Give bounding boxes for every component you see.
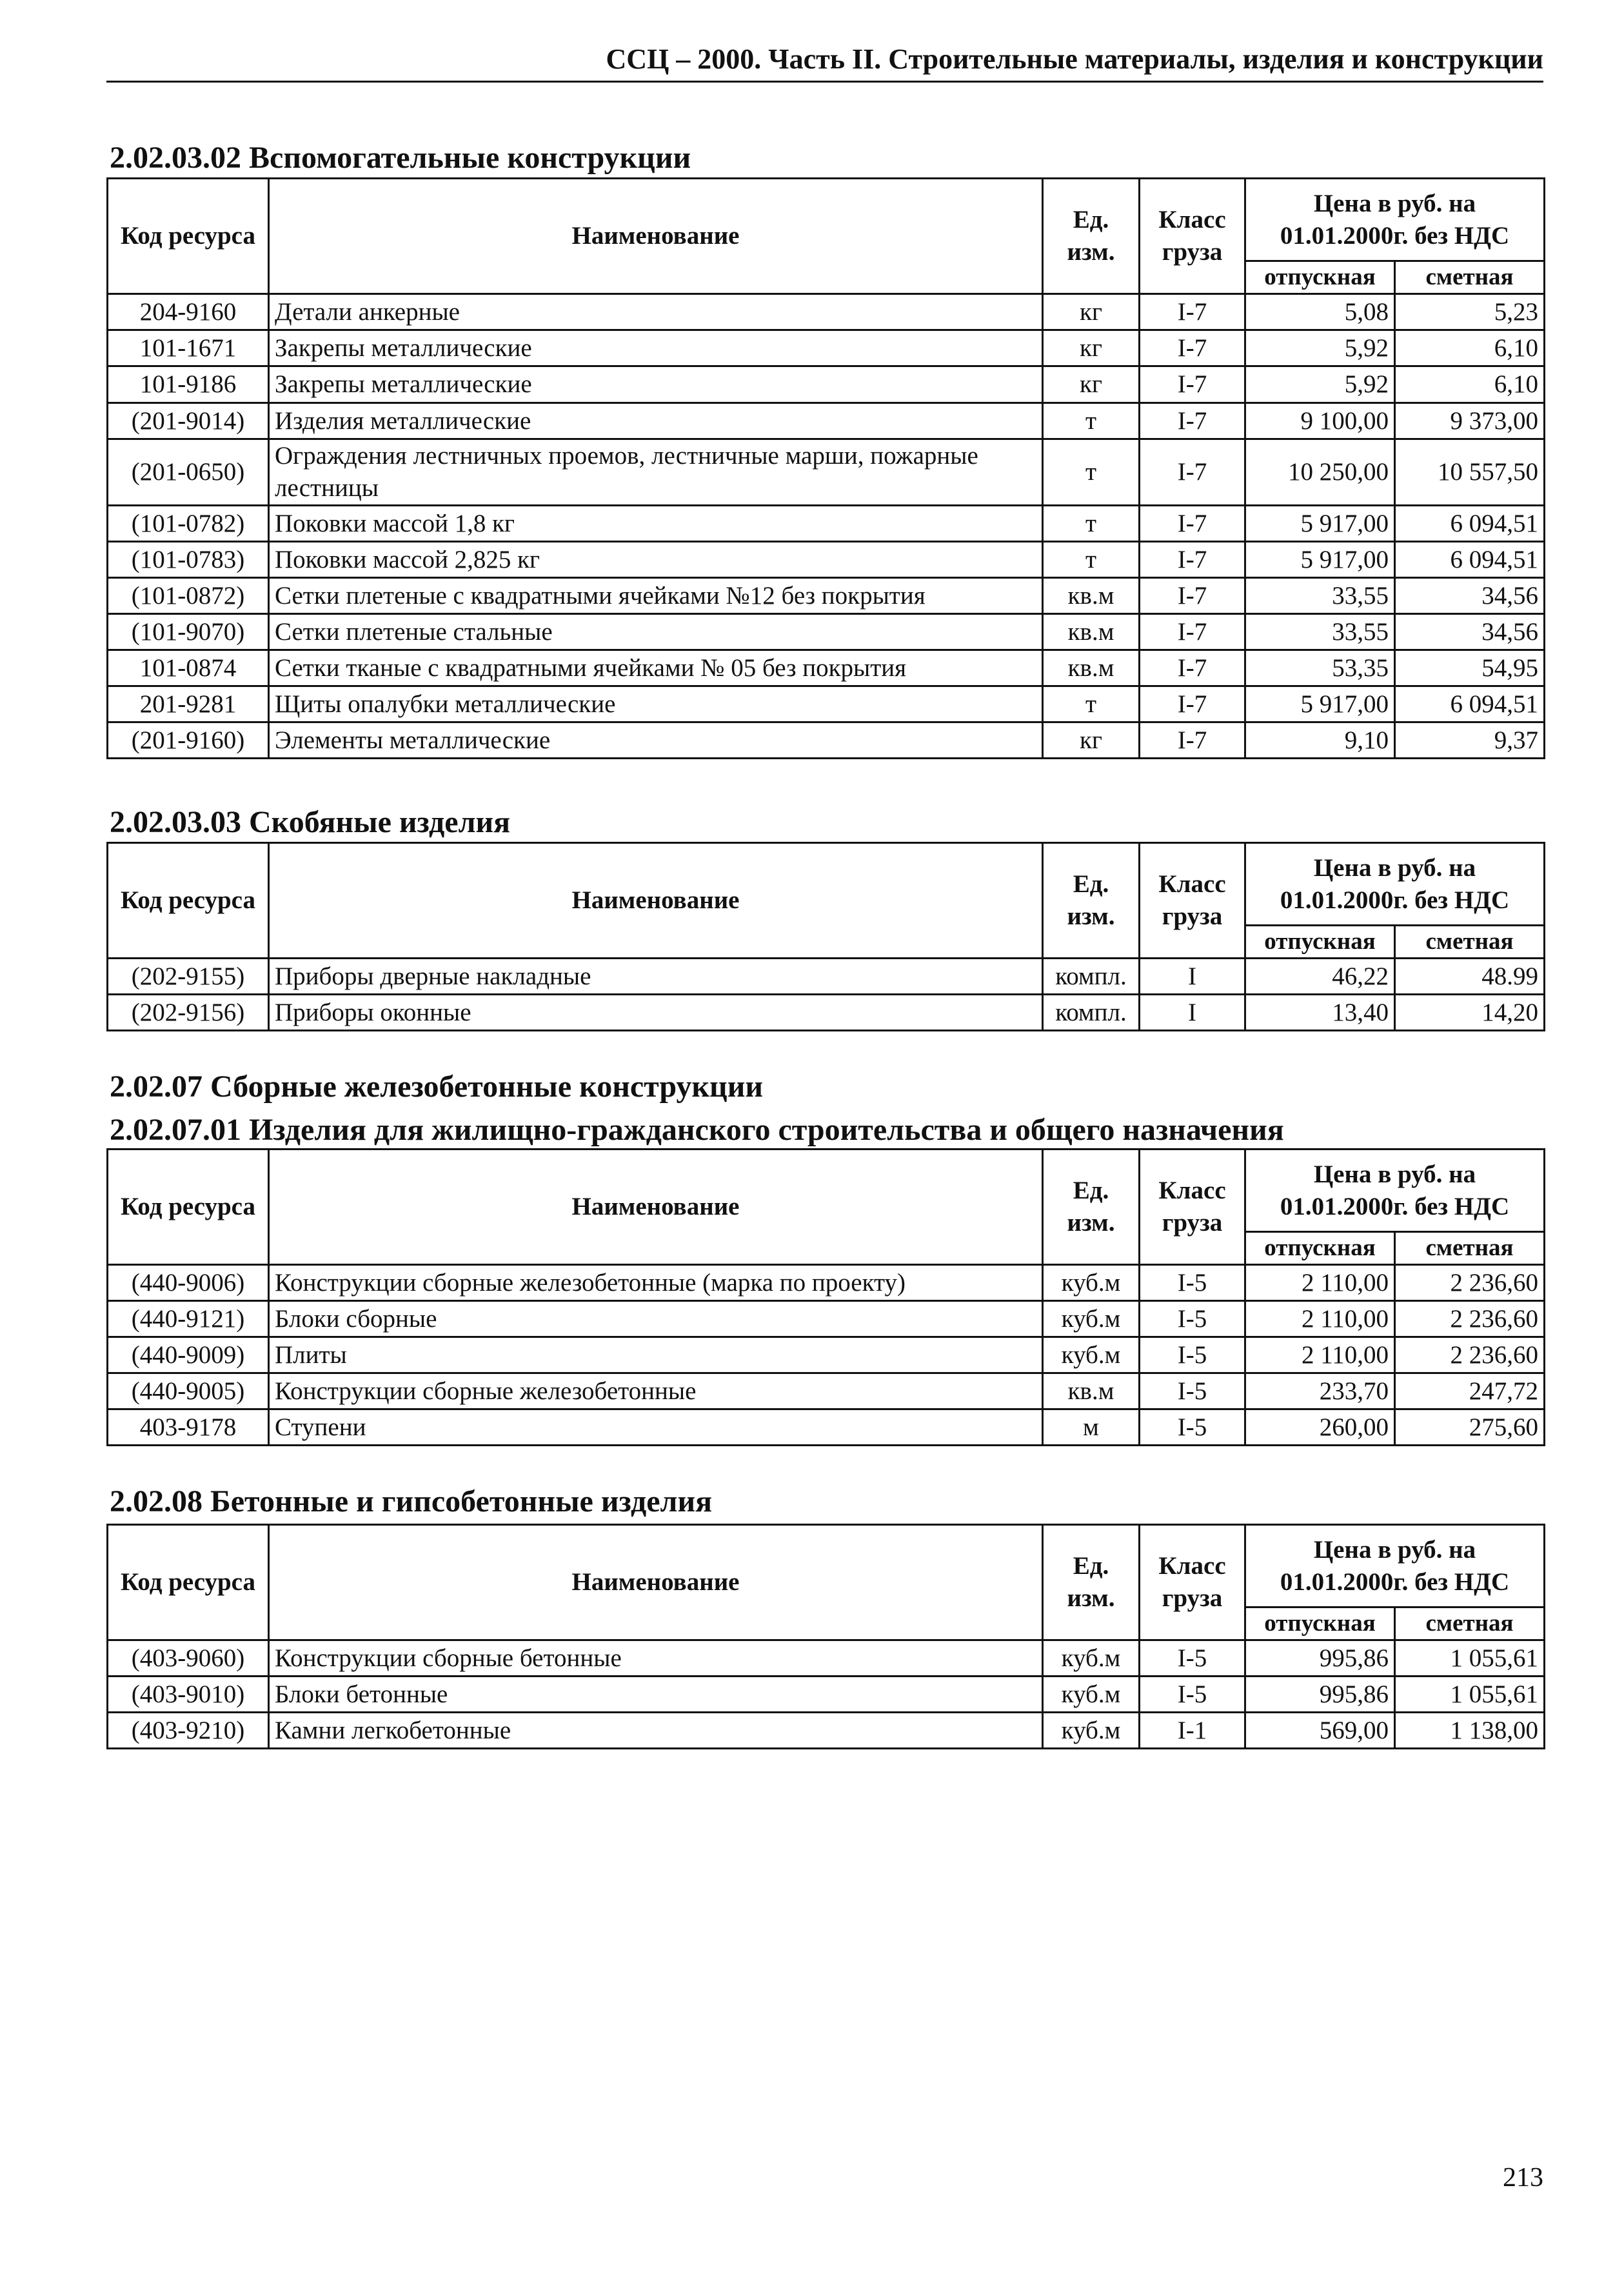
header-code: Код ресурса <box>108 179 269 294</box>
estimate-price: 247,72 <box>1395 1373 1545 1409</box>
resource-code: (101-0782) <box>108 506 269 542</box>
header-code: Код ресурса <box>108 1149 269 1265</box>
unit-of-measure: кв.м <box>1043 614 1140 650</box>
table-row <box>108 403 1545 439</box>
resource-code: (202-9155) <box>108 959 269 995</box>
resource-code: 403-9178 <box>108 1409 269 1446</box>
cargo-class: I-7 <box>1140 650 1245 686</box>
resource-name: Поковки массой 1,8 кг <box>269 506 1043 542</box>
unit-of-measure: компл. <box>1043 995 1140 1031</box>
estimate-price: 6 094,51 <box>1395 506 1545 542</box>
estimate-price: 14,20 <box>1395 995 1545 1031</box>
release-price: 5,08 <box>1245 294 1395 330</box>
table-row <box>108 1409 1545 1446</box>
resource-code: 101-0874 <box>108 650 269 686</box>
resource-name: Поковки массой 2,825 кг <box>269 542 1043 578</box>
resource-name: Щиты опалубки металлические <box>269 686 1043 722</box>
cargo-class: I-7 <box>1140 578 1245 614</box>
release-price: 46,22 <box>1245 959 1395 995</box>
unit-of-measure: куб.м <box>1043 1640 1140 1677</box>
resource-code: (202-9156) <box>108 995 269 1031</box>
page-number: 213 <box>1503 2163 1543 2193</box>
table-row <box>108 959 1545 995</box>
estimate-price: 5,23 <box>1395 294 1545 330</box>
unit-of-measure: куб.м <box>1043 1301 1140 1337</box>
price-table <box>106 1524 1545 1749</box>
resource-name: Конструкции сборные железобетонные (марка по проекту) <box>269 1265 1043 1301</box>
price-table <box>106 1148 1545 1446</box>
release-price: 5 917,00 <box>1245 686 1395 722</box>
resource-code: (201-9160) <box>108 722 269 759</box>
cargo-class: I-1 <box>1140 1713 1245 1749</box>
unit-of-measure: кг <box>1043 294 1140 330</box>
unit-of-measure: т <box>1043 506 1140 542</box>
header-unit: Ед. изм. <box>1043 843 1140 959</box>
release-price: 2 110,00 <box>1245 1265 1395 1301</box>
cargo-class: I-5 <box>1140 1409 1245 1446</box>
resource-code: (101-0783) <box>108 542 269 578</box>
header-unit: Ед. изм. <box>1043 1525 1140 1640</box>
resource-code: (101-9070) <box>108 614 269 650</box>
estimate-price: 275,60 <box>1395 1409 1545 1446</box>
resource-name: Конструкции сборные бетонные <box>269 1640 1043 1677</box>
release-price: 569,00 <box>1245 1713 1395 1749</box>
cargo-class: I <box>1140 959 1245 995</box>
release-price: 33,55 <box>1245 578 1395 614</box>
header-class: Класс груза <box>1140 843 1245 959</box>
resource-name: Блоки бетонные <box>269 1677 1043 1713</box>
estimate-price: 2 236,60 <box>1395 1337 1545 1373</box>
section-title: 2.02.03.03 Скобяные изделия <box>110 805 511 839</box>
cargo-class: I-7 <box>1140 614 1245 650</box>
resource-code: 101-1671 <box>108 330 269 366</box>
header-price: Цена в руб. на 01.01.2000г. без НДС <box>1245 843 1545 926</box>
estimate-price: 54,95 <box>1395 650 1545 686</box>
release-price: 5 917,00 <box>1245 506 1395 542</box>
resource-name: Сетки плетеные с квадратными ячейками №12 без покрытия <box>269 578 1043 614</box>
header-price: Цена в руб. на 01.01.2000г. без НДС <box>1245 1149 1545 1232</box>
release-price: 233,70 <box>1245 1373 1395 1409</box>
resource-name: Камни легкобетонные <box>269 1713 1043 1749</box>
table-row <box>108 439 1545 506</box>
table-row <box>108 542 1545 578</box>
resource-code: (440-9121) <box>108 1301 269 1337</box>
resource-name: Конструкции сборные железобетонные <box>269 1373 1043 1409</box>
cargo-class: I-7 <box>1140 330 1245 366</box>
cargo-class: I-7 <box>1140 366 1245 403</box>
resource-code: (440-9005) <box>108 1373 269 1409</box>
resource-code: (440-9006) <box>108 1265 269 1301</box>
unit-of-measure: кг <box>1043 330 1140 366</box>
unit-of-measure: т <box>1043 439 1140 506</box>
header-name: Наименование <box>269 843 1043 959</box>
header-estimate-price: сметная <box>1395 1607 1545 1640</box>
header-price: Цена в руб. на 01.01.2000г. без НДС <box>1245 1525 1545 1607</box>
estimate-price: 1 055,61 <box>1395 1640 1545 1677</box>
table-row <box>108 1713 1545 1749</box>
header-name: Наименование <box>269 1525 1043 1640</box>
table-header-row <box>108 1525 1545 1607</box>
header-rule <box>106 81 1543 83</box>
unit-of-measure: т <box>1043 686 1140 722</box>
estimate-price: 2 236,60 <box>1395 1301 1545 1337</box>
resource-name: Детали анкерные <box>269 294 1043 330</box>
header-unit: Ед. изм. <box>1043 1149 1140 1265</box>
estimate-price: 9,37 <box>1395 722 1545 759</box>
estimate-price: 6,10 <box>1395 330 1545 366</box>
cargo-class: I-7 <box>1140 439 1245 506</box>
section-title: 2.02.08 Бетонные и гипсобетонные изделия <box>110 1484 713 1518</box>
header-class: Класс груза <box>1140 179 1245 294</box>
estimate-price: 48.99 <box>1395 959 1545 995</box>
cargo-class: I-7 <box>1140 294 1245 330</box>
header-code: Код ресурса <box>108 843 269 959</box>
header-release-price: отпускная <box>1245 1607 1395 1640</box>
resource-name: Закрепы металлические <box>269 330 1043 366</box>
resource-code: 201-9281 <box>108 686 269 722</box>
header-name: Наименование <box>269 179 1043 294</box>
cargo-class: I-7 <box>1140 542 1245 578</box>
release-price: 2 110,00 <box>1245 1337 1395 1373</box>
unit-of-measure: м <box>1043 1409 1140 1446</box>
header-code: Код ресурса <box>108 1525 269 1640</box>
table-row <box>108 1301 1545 1337</box>
resource-code: (403-9210) <box>108 1713 269 1749</box>
resource-name: Сетки тканые с квадратными ячейками № 05 без покрытия <box>269 650 1043 686</box>
cargo-class: I-5 <box>1140 1640 1245 1677</box>
resource-name: Элементы металлические <box>269 722 1043 759</box>
table-row <box>108 722 1545 759</box>
table-row <box>108 366 1545 403</box>
table-row <box>108 578 1545 614</box>
header-release-price: отпускная <box>1245 1232 1395 1265</box>
resource-name: Ограждения лестничных проемов, лестничные марши, пожарные лестницы <box>269 439 1043 506</box>
release-price: 260,00 <box>1245 1409 1395 1446</box>
header-estimate-price: сметная <box>1395 261 1545 294</box>
resource-code: 101-9186 <box>108 366 269 403</box>
unit-of-measure: куб.м <box>1043 1677 1140 1713</box>
estimate-price: 1 055,61 <box>1395 1677 1545 1713</box>
header-estimate-price: сметная <box>1395 926 1545 959</box>
cargo-class: I-5 <box>1140 1301 1245 1337</box>
cargo-class: I-7 <box>1140 403 1245 439</box>
release-price: 9 100,00 <box>1245 403 1395 439</box>
table-row <box>108 1373 1545 1409</box>
unit-of-measure: куб.м <box>1043 1713 1140 1749</box>
cargo-class: I-7 <box>1140 722 1245 759</box>
cargo-class: I-5 <box>1140 1337 1245 1373</box>
price-table <box>106 177 1545 759</box>
table-header-row <box>108 843 1545 926</box>
section-title: 2.02.07.01 Изделия для жилищно-гражданского строительства и общего назначения <box>110 1113 1284 1147</box>
table-row <box>108 330 1545 366</box>
release-price: 9,10 <box>1245 722 1395 759</box>
resource-code: (440-9009) <box>108 1337 269 1373</box>
release-price: 2 110,00 <box>1245 1301 1395 1337</box>
table-row <box>108 1265 1545 1301</box>
unit-of-measure: т <box>1043 542 1140 578</box>
resource-name: Плиты <box>269 1337 1043 1373</box>
table-row <box>108 1640 1545 1677</box>
resource-name: Приборы дверные накладные <box>269 959 1043 995</box>
release-price: 53,35 <box>1245 650 1395 686</box>
estimate-price: 10 557,50 <box>1395 439 1545 506</box>
resource-code: 204-9160 <box>108 294 269 330</box>
unit-of-measure: кг <box>1043 366 1140 403</box>
release-price: 995,86 <box>1245 1640 1395 1677</box>
table-header-row <box>108 179 1545 261</box>
header-release-price: отпускная <box>1245 261 1395 294</box>
table-row <box>108 506 1545 542</box>
unit-of-measure: кв.м <box>1043 1373 1140 1409</box>
running-header: ССЦ – 2000. Часть II. Строительные материалы, изделия и конструкции <box>606 43 1543 75</box>
release-price: 5 917,00 <box>1245 542 1395 578</box>
section-title: 2.02.07 Сборные железобетонные конструкции <box>110 1070 764 1104</box>
estimate-price: 2 236,60 <box>1395 1265 1545 1301</box>
cargo-class: I-5 <box>1140 1265 1245 1301</box>
resource-name: Ступени <box>269 1409 1043 1446</box>
release-price: 13,40 <box>1245 995 1395 1031</box>
estimate-price: 34,56 <box>1395 614 1545 650</box>
price-table <box>106 842 1545 1031</box>
table-row <box>108 614 1545 650</box>
cargo-class: I-5 <box>1140 1373 1245 1409</box>
header-price: Цена в руб. на 01.01.2000г. без НДС <box>1245 179 1545 261</box>
table-header-row <box>108 1149 1545 1232</box>
resource-code: (101-0872) <box>108 578 269 614</box>
resource-name: Блоки сборные <box>269 1301 1043 1337</box>
cargo-class: I-7 <box>1140 686 1245 722</box>
table-row <box>108 995 1545 1031</box>
resource-name: Приборы оконные <box>269 995 1043 1031</box>
table-row <box>108 686 1545 722</box>
unit-of-measure: куб.м <box>1043 1265 1140 1301</box>
header-class: Класс груза <box>1140 1149 1245 1265</box>
unit-of-measure: куб.м <box>1043 1337 1140 1373</box>
resource-code: (201-0650) <box>108 439 269 506</box>
estimate-price: 1 138,00 <box>1395 1713 1545 1749</box>
unit-of-measure: т <box>1043 403 1140 439</box>
estimate-price: 6,10 <box>1395 366 1545 403</box>
resource-code: (201-9014) <box>108 403 269 439</box>
estimate-price: 6 094,51 <box>1395 542 1545 578</box>
release-price: 5,92 <box>1245 330 1395 366</box>
release-price: 10 250,00 <box>1245 439 1395 506</box>
release-price: 5,92 <box>1245 366 1395 403</box>
table-row <box>108 1337 1545 1373</box>
release-price: 995,86 <box>1245 1677 1395 1713</box>
resource-name: Закрепы металлические <box>269 366 1043 403</box>
resource-name: Изделия металлические <box>269 403 1043 439</box>
estimate-price: 34,56 <box>1395 578 1545 614</box>
unit-of-measure: компл. <box>1043 959 1140 995</box>
header-estimate-price: сметная <box>1395 1232 1545 1265</box>
header-name: Наименование <box>269 1149 1043 1265</box>
table-row <box>108 650 1545 686</box>
unit-of-measure: кв.м <box>1043 650 1140 686</box>
resource-code: (403-9010) <box>108 1677 269 1713</box>
estimate-price: 6 094,51 <box>1395 686 1545 722</box>
header-unit: Ед. изм. <box>1043 179 1140 294</box>
estimate-price: 9 373,00 <box>1395 403 1545 439</box>
resource-name: Сетки плетеные стальные <box>269 614 1043 650</box>
unit-of-measure: кг <box>1043 722 1140 759</box>
table-row <box>108 1677 1545 1713</box>
release-price: 33,55 <box>1245 614 1395 650</box>
cargo-class: I-5 <box>1140 1677 1245 1713</box>
cargo-class: I-7 <box>1140 506 1245 542</box>
cargo-class: I <box>1140 995 1245 1031</box>
resource-code: (403-9060) <box>108 1640 269 1677</box>
section-title: 2.02.03.02 Вспомогательные конструкции <box>110 141 691 175</box>
unit-of-measure: кв.м <box>1043 578 1140 614</box>
header-release-price: отпускная <box>1245 926 1395 959</box>
header-class: Класс груза <box>1140 1525 1245 1640</box>
table-row <box>108 294 1545 330</box>
